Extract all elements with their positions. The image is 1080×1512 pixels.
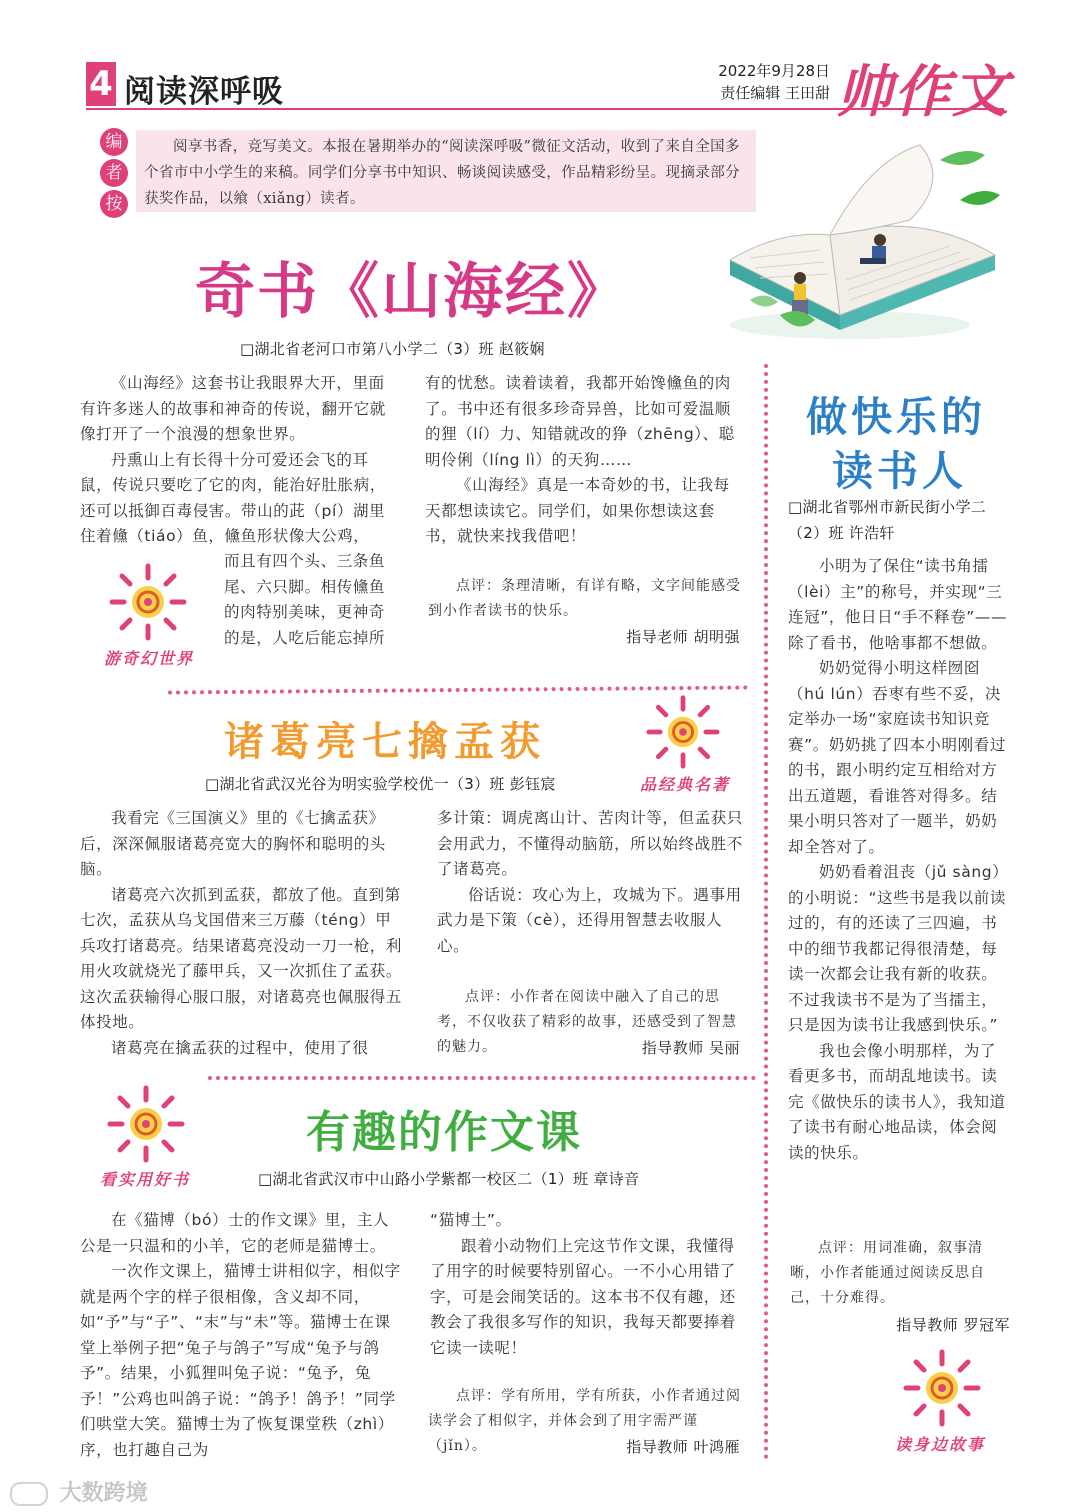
brand-logo: 帅作文 — [836, 59, 1010, 125]
article1-right-column — [425, 371, 743, 550]
article4-paragraph: 小明为了保住“读书角擂（lèi）主”的称号，并实现“三连冠”，他日日“手不释卷”——除了看书，他啥事都不想做。 — [788, 557, 1008, 652]
editor-note-char: 按 — [100, 190, 128, 218]
article1-left-column — [80, 371, 398, 550]
article4-column — [788, 554, 1012, 1166]
header-date: 2022年9月28日 — [718, 62, 830, 80]
article4-comment — [790, 1236, 1012, 1311]
page-number: 4 — [89, 64, 113, 104]
article4-section-label: 读身边故事 — [894, 1435, 985, 1454]
separator-dotted-vertical — [764, 364, 768, 1460]
article1-comment — [428, 574, 742, 624]
article4-teacher: 指导教师 罗冠军 — [896, 1316, 1010, 1334]
article1-paragraph: 《山海经》这套书让我眼界大开，里面有许多迷人的故事和神奇的传说，翻开它就像打开了一个浪漫的想象世界。 — [80, 374, 386, 443]
article1-paragraph: 而且有四个头、三条鱼尾、六只脚。相传儵鱼的肉特别美味，更神奇的是，人吃后能忘掉所 — [224, 552, 386, 647]
article2-right-column — [437, 806, 743, 959]
article2-paragraph: 诸葛亮在擒孟获的过程中，使用了很 — [111, 1038, 369, 1057]
article2-left-column — [80, 806, 404, 1061]
separator-dotted — [208, 1076, 756, 1080]
watermark-text: 大数跨境 — [59, 1481, 148, 1506]
article4-title-line2: 读书人 — [832, 447, 967, 495]
article3-paragraph: 跟着小动物们上完这节作文课，我懂得了用字的时候要特别留心。一不小心用错了字，可是会闹笑话的。这本书不仅有趣，还教会了我很多写作的知识，我每天都要捧着它读一读呢！ — [430, 1236, 736, 1357]
sun-icon — [902, 1348, 982, 1428]
watermark — [10, 1476, 148, 1507]
article3-byline: □湖北省武汉市中山路小学紫都一校区二（1）班 章诗音 — [258, 1170, 640, 1188]
article3-right-column — [430, 1208, 744, 1361]
article1-paragraph: 《山海经》真是一本奇妙的书，让我每天都想读读它。同学们，如果你想读这套书，就快来找我借吧！ — [425, 476, 730, 545]
article3-title: 有趣的作文课 — [306, 1107, 582, 1158]
editor-note-box — [136, 130, 756, 212]
article1-left-narrow — [224, 549, 396, 651]
watermark-logo-icon — [10, 1482, 48, 1506]
article2-byline: □湖北省武汉光谷为明实验学校优一（3）班 彭钰宸 — [205, 775, 556, 793]
article3-paragraph: “猫博土”。 — [430, 1211, 512, 1229]
article4-byline-text: □湖北省鄂州市新民街小学二（2）班 许浩轩 — [788, 498, 987, 542]
header-rule — [86, 108, 1004, 110]
article1-comment-text: 点评：条理清晰，有详有略，文字间能感受到小作者读书的快乐。 — [428, 578, 741, 619]
sun-icon — [106, 1084, 186, 1164]
article2-paragraph: 诸葛亮六次抓到孟获，都放了他。直到第七次，孟获从乌戈国借来三万藤（téng）甲兵攻打诸葛亮。结果诸葛亮没动一刀一枪，利用火攻就烧光了藤甲兵，又一次抓住了孟获。这次孟获输得心服口服，对诸葛亮也佩服得五体投地。 — [80, 885, 403, 1031]
article4-paragraph: 奶奶觉得小明这样囫囵（hú lún）吞枣有些不妥，决定举办一场“家庭读书知识竞赛”。奶奶挑了四本小明刚看过的书，跟小明约定互相给对方出五道题，看谁答对得多。结果小明只答对了一题半，奶奶却全答对了。 — [788, 659, 1006, 856]
page-number-box — [86, 62, 116, 106]
article4-comment-text: 点评：用词准确，叙事清晰，小作者能通过阅读反思自己，十分难得。 — [790, 1240, 985, 1306]
editor-note-char: 者 — [100, 159, 128, 187]
sun-icon — [108, 562, 188, 642]
article2-teacher: 指导教师 吴丽 — [641, 1039, 740, 1057]
article4-title-line1: 做快乐的 — [806, 393, 986, 441]
article4-byline — [788, 494, 1010, 546]
article1-byline: □湖北省老河口市第八小学二（3）班 赵筱娴 — [240, 340, 545, 358]
article3-section-label: 看实用好书 — [99, 1170, 190, 1189]
article3-left-column — [80, 1208, 404, 1463]
editor-note-char: 编 — [100, 128, 128, 156]
article2-paragraph: 俗话说：攻心为上，攻城为下。遇事用武力是下策（cè），还得用智慧去收服人心。 — [437, 885, 742, 955]
section-title: 阅读深呼吸 — [124, 74, 284, 110]
editor-note-text: 阅享书香，竞写美文。本报在暑期举办的“阅读深呼吸”微征文活动，收到了来自全国多个省市中小学生的来稿。同学们分享书中知识、畅谈阅读感受，作品精彩纷呈。现摘录部分获奖作品，以飨（xiǎng）读者。 — [144, 139, 740, 207]
article4-paragraph: 我也会像小明那样，为了看更多书，而胡乱地读书。读完《做快乐的读书人》，我知道了读书有耐心地品读，体会阅读的快乐。 — [788, 1041, 1006, 1162]
header-editor: 责任编辑 王田甜 — [720, 84, 830, 102]
article1-paragraph: 有的忧愁。读着读着，我都开始馋儵鱼的肉了。书中还有很多珍奇异兽，比如可爱温顺的狸（lí）力、知错就改的狰（zhēng）、聪明伶俐（líng lì）的天狗…… — [425, 374, 735, 469]
editor-note-labels — [100, 128, 130, 218]
article2-comment-text: 点评：小作者在阅读中融入了自己的思考，不仅收获了精彩的故事，还感受到了智慧的魅力。 — [437, 989, 737, 1055]
sun-icon — [645, 694, 721, 770]
book-illustration — [720, 140, 1010, 350]
article3-paragraph: 在《猫博（bó）士的作文课》里，主人公是一只温和的小羊，它的老师是猫博士。 — [80, 1211, 390, 1255]
article3-teacher: 指导教师 叶鸿雁 — [626, 1438, 740, 1456]
article2-title: 诸葛亮七擒孟获 — [224, 719, 546, 765]
article1-title: 奇书《山海经》 — [195, 257, 629, 327]
article1-paragraph: 丹熏山上有长得十分可爱还会飞的耳鼠，传说只要吃了它的肉，能治好肚胀病，还可以抵御百毒侵害。带山的茈（pí）湖里住着儵（tiáo）鱼，儵鱼形状像大公鸡， — [80, 450, 386, 545]
article2-section-label: 品经典名著 — [639, 775, 730, 794]
article1-teacher: 指导老师 胡明强 — [626, 628, 740, 646]
article3-paragraph: 一次作文课上，猫博士讲相似字，相似字就是两个字的样子很相像，含义却不同，如“予”与“子”、“末”与“未”等。猫博士在课堂上举例子把“兔子与鸽子”写成“兔予与鸽予”。结果，小狐狸叫兔子说：“兔予，兔予！”公鸡也叫鸽子说：“鸽予！鸽予！”同学们哄堂大笑。猫博士为了恢复课堂秩（zhì）序，也打趣自己为 — [80, 1262, 401, 1459]
article2-paragraph: 多计策：调虎离山计、苦肉计等，但孟获只会用武力，不懂得动脑筋，所以始终战胜不了诸葛亮。 — [437, 809, 743, 878]
article3-comment-text: 点评：学有所用，学有所获，小作者通过阅读学会了相似字，并体会到了用字需严谨（jǐn）。 — [428, 1388, 741, 1454]
article4-paragraph: 奶奶看着沮丧（jǔ sàng）的小明说：“这些书是我以前读过的，有的还读了三四遍，书中的细节我都记得很清楚，每读一次都会让我有新的收获。不过我读书不是为了当擂主，只是因为读书让我感到快乐。” — [788, 863, 1009, 1034]
article1-section-label: 游奇幻世界 — [103, 649, 194, 668]
article2-paragraph: 我看完《三国演义》里的《七擒孟获》后，深深佩服诸葛亮宽大的胸怀和聪明的头脑。 — [80, 809, 386, 878]
